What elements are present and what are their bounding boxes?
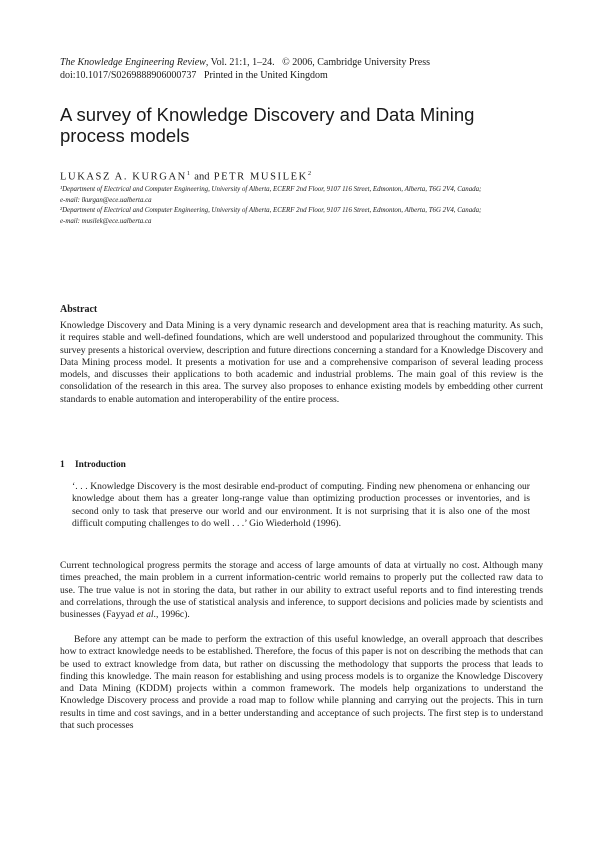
- section-number: 1: [60, 460, 65, 470]
- section-heading: [60, 460, 126, 470]
- author-2-sup: 2: [307, 170, 312, 177]
- journal-header: [60, 56, 540, 82]
- abstract-heading: Abstract: [60, 304, 98, 315]
- journal-copyright: © 2006, Cambridge University Press: [282, 57, 430, 68]
- journal-printed: Printed in the United Kingdom: [203, 70, 328, 81]
- epigraph-quote: ‘. . . Knowledge Discovery is the most desirable end-product of computing. Finding new phenomena or enhancing our knowledge about them has a greater long-range value than optimizing production processes or inventories, and is second only to task that preserve our world and our environment. It is not surprising that it is also one of the most difficult computing challenges to do well . . .’ Gio Wiederhold (1996).: [72, 481, 530, 529]
- journal-name: The Knowledge Engineering Review: [60, 57, 206, 68]
- affiliation-2-email: e-mail: musilek@ece.ualberta.ca: [60, 217, 152, 225]
- author-1-sup: 1: [186, 170, 191, 177]
- author-line: [60, 170, 540, 183]
- journal-volume: , Vol. 21:1, 1–24.: [205, 57, 275, 68]
- journal-doi: doi:10.1017/S0269888906000737: [60, 70, 197, 81]
- body-paragraph-1-end: ., 1996c).: [153, 609, 190, 621]
- paper-title: A survey of Knowledge Discovery and Data Mining process models: [60, 104, 475, 146]
- author-1-name: LUKASZ A. KURGAN: [60, 171, 187, 183]
- author-and: and: [194, 171, 210, 183]
- author-2-name: PETR MUSILEK: [213, 171, 308, 183]
- affiliation-1-email: e-mail: lkurgan@ece.ualberta.ca: [60, 196, 152, 204]
- body-paragraph-2: Before any attempt can be made to perform the extraction of this useful knowledge, an overall approach that describes how to extract knowledge needs to be established. Therefore, the focus of this paper is not on describing the methods that can be used to extract knowledge from data, but rather on discussing the methodology that supports the process that leads to finding this knowledge. The main reason for establishing and using process models is to organize the Knowledge Discovery and Data Mining (KDDM) projects within a common framework. The models help organizations to understand the Knowledge Discovery process and provide a road map to follow while planning and carrying out the projects. This in turn results in time and cost savings, and in a better understanding and acceptance of such projects. The first step is to understand that such processes: [60, 634, 543, 732]
- body-paragraph-1: [60, 560, 543, 621]
- section-title: Introduction: [75, 460, 126, 470]
- affiliation-1-address: ¹Department of Electrical and Computer Engineering, University of Alberta, ECERF 2nd Floor, 9107 116 Street, Edmonton, Alberta, T6G 2V4, Canada;: [60, 186, 482, 193]
- body-paragraph-1-text: Current technological progress permits the storage and access of large amounts of data at virtually no cost. Although many times preached, the main problem in a current information-centric world remains to properly put the collected raw data to use. The true value is not in storing the data, but rather in our ability to extract useful reports and to find interesting trends and correlations, through the use of statistical analysis and inference, to support decisions and policies made by scientists and businesses (Fayyad: [60, 560, 543, 621]
- journal-citation-line: [60, 56, 540, 69]
- affiliation-2-address: ²Department of Electrical and Computer Engineering, University of Alberta, ECERF 2nd Floor, 9107 116 Street, Edmonton, Alberta, T6G 2V4, Canada;: [60, 207, 482, 215]
- journal-doi-line: [60, 69, 540, 82]
- abstract-body: Knowledge Discovery and Data Mining is a very dynamic research and development area that is reaching maturity. As such, it requires stable and well-defined foundations, which are well understood and popularized throughout the community. This survey presents a historical overview, description and future directions concerning a standard for a Knowledge Discovery and Data Mining process model. It presents a motivation for use and a comprehensive comparison of several leading process models, and discusses their applications to both academic and industrial problems. The main goal of this review is the consolidation of the research in this area. The survey also proposes to enhance existing models by embedding other current standards to enable automation and interoperability of the entire process.: [60, 320, 543, 405]
- affiliations: [60, 185, 530, 227]
- body-paragraph-1-etal: et al: [136, 609, 154, 621]
